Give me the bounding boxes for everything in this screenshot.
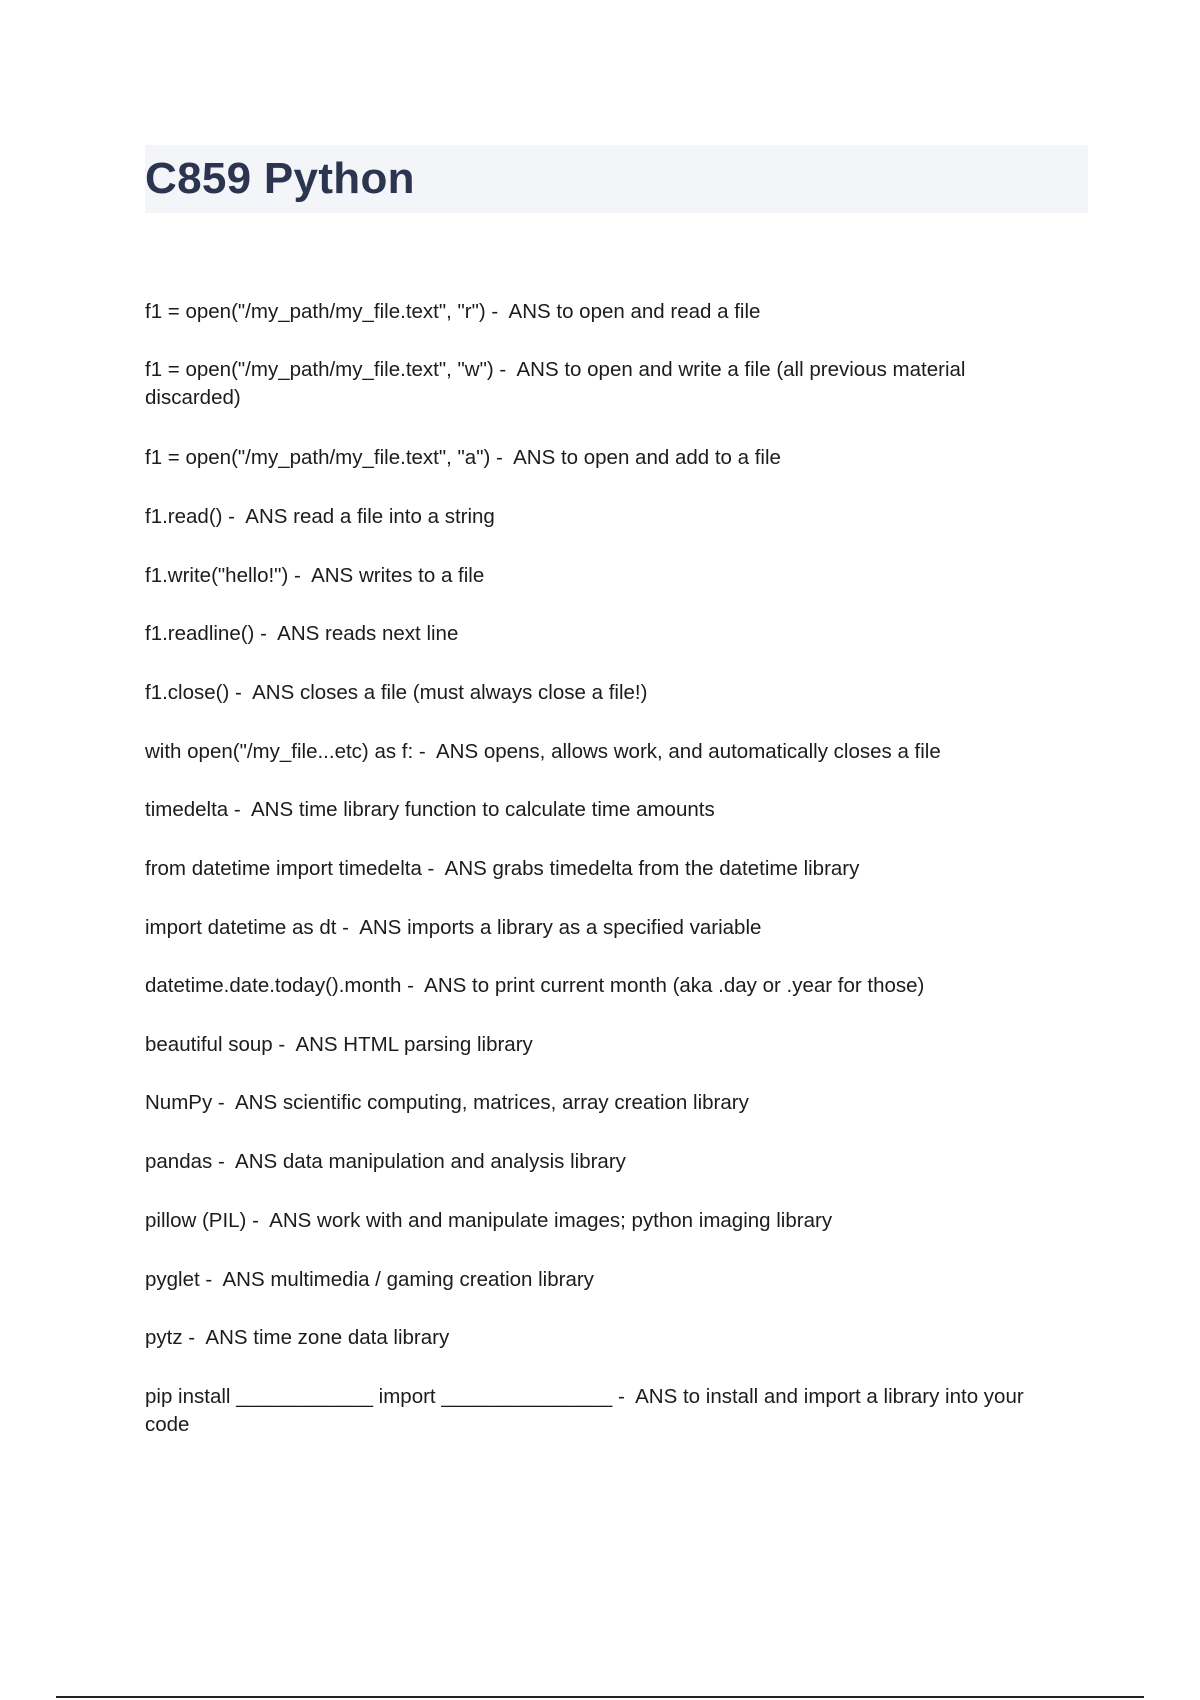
- qa-item: [145, 1031, 1045, 1059]
- qa-answer: to print current month (aka .day or .year for those): [472, 974, 925, 997]
- qa-separator: - ANS: [199, 1268, 271, 1291]
- qa-separator: - ANS: [401, 974, 473, 997]
- qa-term: datetime.date.today().month: [145, 974, 402, 997]
- qa-term: pandas: [145, 1150, 213, 1173]
- qa-answer: HTML parsing library: [343, 1033, 533, 1056]
- qa-term: from datetime import timedelta: [145, 857, 422, 880]
- qa-term: f1.write("hello!"): [145, 564, 289, 587]
- qa-separator: - ANS: [228, 798, 299, 821]
- qa-term: pyglet: [145, 1268, 200, 1291]
- qa-term: pytz: [145, 1326, 183, 1349]
- qa-term: f1 = open("/my_path/my_file.text", "r"): [145, 300, 486, 323]
- qa-item: [145, 738, 1045, 766]
- qa-term: pillow (PIL): [145, 1209, 247, 1232]
- qa-term: import datetime as dt: [145, 916, 337, 939]
- qa-answer: imports a library as a specified variable: [407, 916, 762, 939]
- qa-answer: writes to a file: [358, 564, 485, 587]
- qa-item: [145, 620, 1045, 648]
- qa-separator: - ANS: [254, 622, 326, 645]
- title-band: [145, 145, 1088, 213]
- qa-term: beautiful soup: [145, 1033, 273, 1056]
- qa-separator: - ANS: [182, 1326, 254, 1349]
- qa-separator: - ANS: [413, 740, 484, 763]
- qa-answer: to open and write a file (all previous material discarded): [145, 358, 966, 409]
- qa-answer: to install and import a library into your code: [145, 1385, 1024, 1436]
- qa-item: [145, 1207, 1045, 1235]
- qa-item: [145, 855, 1045, 883]
- qa-item: [145, 1089, 1045, 1117]
- qa-item: [145, 298, 1045, 326]
- qa-answer: data manipulation and analysis library: [282, 1150, 626, 1173]
- qa-answer: multimedia / gaming creation library: [270, 1268, 594, 1291]
- qa-term: NumPy: [145, 1091, 213, 1114]
- qa-term: f1.close(): [145, 681, 230, 704]
- qa-answer: to open and read a file: [556, 300, 761, 323]
- qa-item: [145, 1148, 1045, 1176]
- qa-separator: - ANS: [493, 358, 565, 381]
- qa-separator: - ANS: [612, 1385, 683, 1408]
- qa-answer: work with and manipulate images; python imaging library: [317, 1209, 833, 1232]
- qa-item: [145, 503, 1045, 531]
- page-bottom-divider: [56, 1696, 1144, 1698]
- qa-separator: - ANS: [212, 1150, 283, 1173]
- qa-term: pip install ____________ import _______________: [145, 1385, 613, 1408]
- qa-term: f1 = open("/my_path/my_file.text", "a"): [145, 446, 491, 469]
- qa-item: [145, 972, 1045, 1000]
- qa-separator: - ANS: [212, 1091, 283, 1114]
- qa-answer: to open and add to a file: [560, 446, 781, 469]
- qa-term: f1.read(): [145, 505, 223, 528]
- qa-term: f1.readline(): [145, 622, 255, 645]
- qa-answer: closes a file (must always close a file!): [299, 681, 648, 704]
- qa-answer: read a file into a string: [293, 505, 495, 528]
- qa-separator: - ANS: [222, 505, 294, 528]
- qa-separator: - ANS: [421, 857, 493, 880]
- qa-item: [145, 562, 1045, 590]
- qa-item: [145, 1383, 1045, 1439]
- qa-separator: - ANS: [336, 916, 408, 939]
- qa-item: [145, 356, 1045, 412]
- qa-answer: scientific computing, matrices, array creation library: [282, 1091, 749, 1114]
- page-title: C859 Python: [145, 154, 415, 203]
- qa-separator: - ANS: [288, 564, 359, 587]
- qa-item: [145, 914, 1045, 942]
- qa-separator: - ANS: [246, 1209, 318, 1232]
- qa-separator: - ANS: [229, 681, 300, 704]
- qa-item: [145, 796, 1045, 824]
- qa-term: with open("/my_file...etc) as f:: [145, 740, 414, 763]
- qa-answer: reads next line: [325, 622, 459, 645]
- qa-separator: - ANS: [490, 446, 561, 469]
- qa-item: [145, 679, 1045, 707]
- qa-answer: time zone data library: [253, 1326, 450, 1349]
- qa-item: [145, 1324, 1045, 1352]
- qa-separator: - ANS: [272, 1033, 344, 1056]
- qa-separator: - ANS: [485, 300, 557, 323]
- qa-item: [145, 444, 1045, 472]
- qa-answer: grabs timedelta from the datetime library: [492, 857, 860, 880]
- qa-item: [145, 1266, 1045, 1294]
- qa-answer: time library function to calculate time amounts: [298, 798, 715, 821]
- qa-answer: opens, allows work, and automatically closes a file: [483, 740, 941, 763]
- qa-term: f1 = open("/my_path/my_file.text", "w"): [145, 358, 494, 381]
- qa-term: timedelta: [145, 798, 229, 821]
